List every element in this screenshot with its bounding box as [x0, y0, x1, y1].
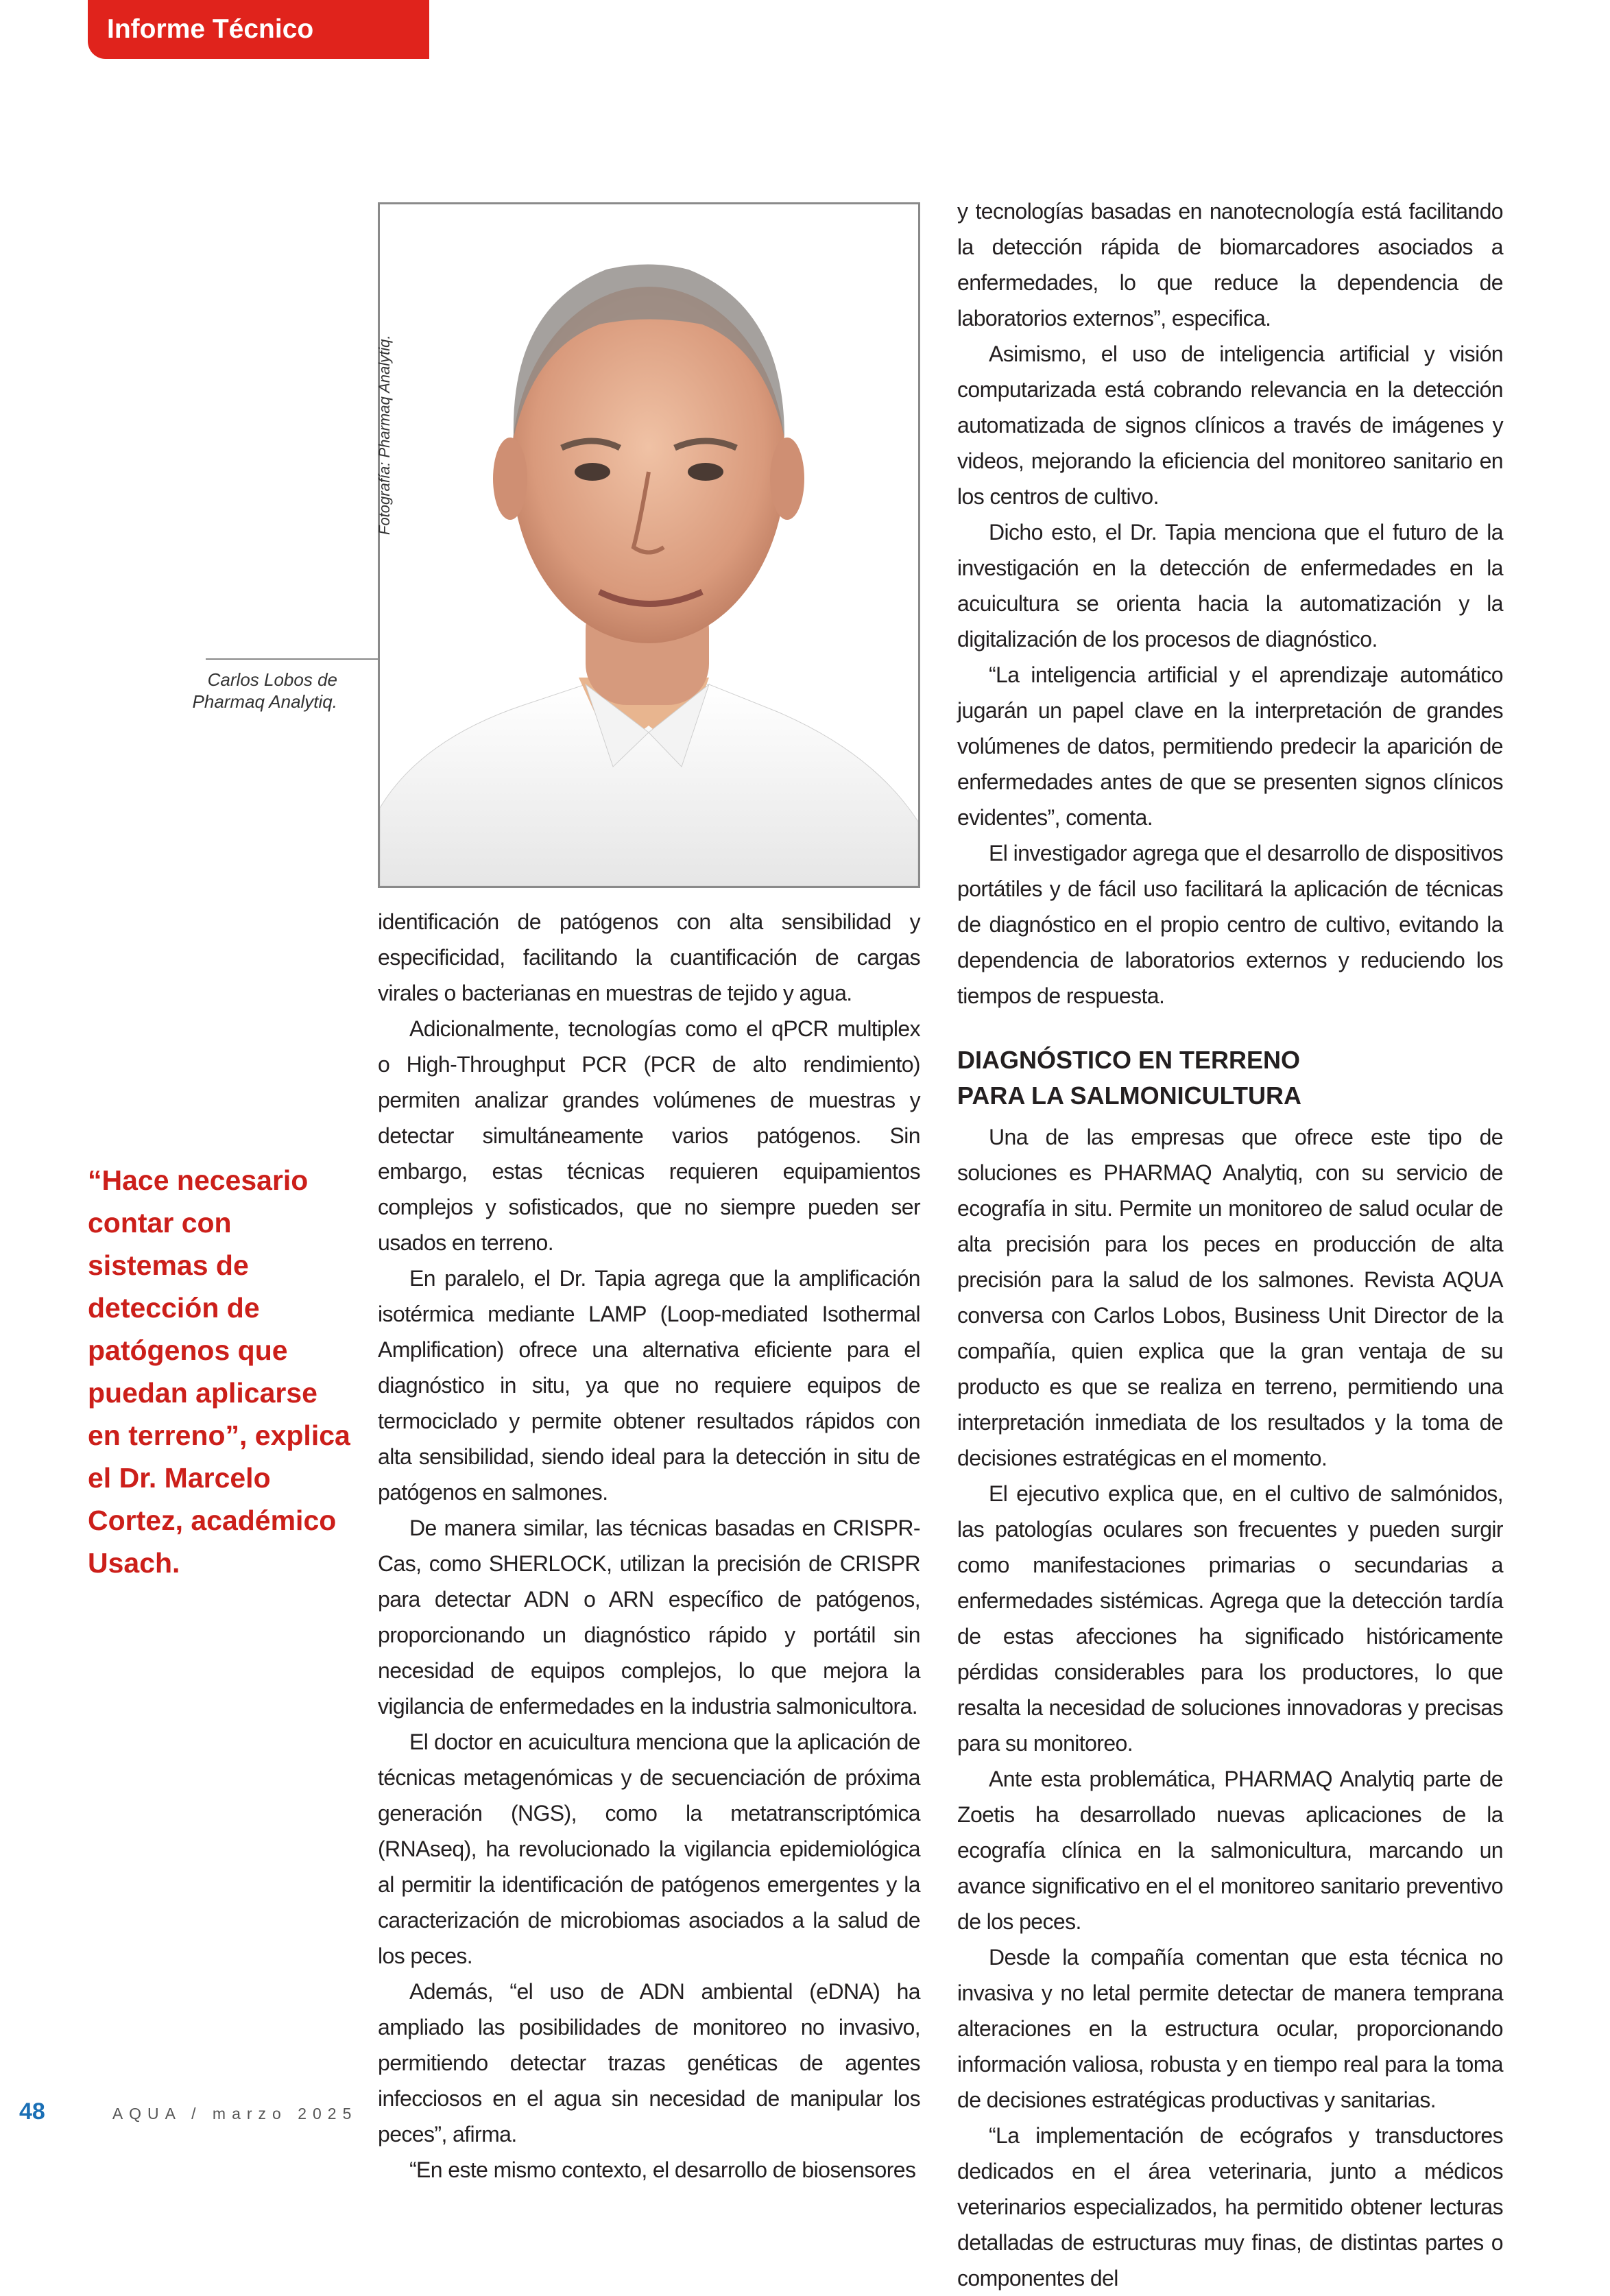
paragraph: El ejecutivo explica que, en el cultivo de salmónidos, las patologías oculares son frecuentes y pueden surgir como manifestaciones primarias o secundarias a enfermedades sistémicas. Agrega que la detección tardía de estas afecciones ha significado históricamente pérdidas considerables para los productores, lo que resalta la necesidad de soluciones innovadoras y precisas para su monitoreo.	[957, 1481, 1503, 1756]
paragraph: En paralelo, el Dr. Tapia agrega que la amplificación isotérmica mediante LAMP (Loop-mediated Isothermal Amplification) ofrece una alternativa eficiente para el diagnóstico in situ, ya que no requiere equipos de termociclado y permite obtener resultados rápidos con alta sensibilidad, siendo ideal para la detección in situ de patógenos en salmones.	[378, 1266, 920, 1505]
paragraph: Una de las empresas que ofrece este tipo de soluciones es PHARMAQ Analytiq, con su servicio de ecografía in situ. Permite un monitoreo de salud ocular de alta precisión para los peces en producción de alta precisión para la salud de los salmones. Revista AQUA conversa con Carlos Lobos, Business Unit Director de la compañía, quien explica que la gran ventaja de su producto es que se realiza en terreno, permitiendo una interpretación inmediata de los resultados y la toma de decisiones estratégicas en el momento.	[957, 1125, 1503, 1470]
paragraph: De manera similar, las técnicas basadas en CRISPR-Cas, como SHERLOCK, utilizan la precisión de CRISPR para detectar ADN o ARN específico de patógenos, proporcionando un diagnóstico rápido y portátil sin necesidad de equipos complejos, lo que mejora la vigilancia de enfermedades en la industria salmonicultora.	[378, 1516, 920, 1719]
page-number: 48	[19, 2098, 45, 2125]
pull-quote: “Hace necesario contar con sistemas de detección de patógenos que puedan aplicarse en terreno”, explica el Dr. Marcelo Cortez, académico Usach.	[88, 1164, 350, 1579]
paragraph: Adicionalmente, tecnologías como el qPCR multiplex o High-Throughput PCR (PCR de alto rendimiento) permiten analizar grandes volúmenes de muestras y detectar simultáneamente varios patógenos. Sin embargo, estas técnicas requieren equipamientos complejos y sofisticados, que no siempre pueden ser usados en terreno.	[378, 1016, 920, 1255]
caption-rule	[206, 658, 378, 660]
magazine-issue: AQUA / marzo 2025	[112, 2105, 358, 2122]
paragraph: El investigador agrega que el desarrollo de dispositivos portátiles y de fácil uso facilitará la aplicación de técnicas de diagnóstico en el propio centro de cultivo, evitando la dependencia de laboratorios externos y reduciendo los tiempos de respuesta.	[957, 841, 1503, 1008]
paragraph: Dicho esto, el Dr. Tapia menciona que el futuro de la investigación en la detección de enfermedades en la acuicultura se orienta hacia la automatización y la digitalización de los procesos de diagnóstico.	[957, 520, 1503, 651]
paragraph: “La inteligencia artificial y el aprendizaje automático jugarán un papel clave en la interpretación de grandes volúmenes de datos, permitiendo predecir la aparición de enfermedades antes de que se presenten signos clínicos evidentes”, comenta.	[957, 662, 1503, 830]
paragraph: Asimismo, el uso de inteligencia artificial y visión computarizada está cobrando relevancia en la detección automatizada de signos clínicos a través de imágenes y videos, mejorando la eficiencia del monitoreo sanitario en los centros de cultivo.	[957, 342, 1503, 509]
paragraph: “La implementación de ecógrafos y transductores dedicados en el área veterinaria, junto a médicos veterinarios especializados, ha permitido obtener lecturas detalladas de estructuras muy finas, de distintas partes o componentes del	[957, 2123, 1503, 2291]
photo-credit: Fotografía: Pharmaq Analytiq.	[376, 335, 393, 535]
body-column-right	[957, 193, 1503, 2296]
subheading-line-2: PARA LA SALMONICULTURA	[957, 1081, 1301, 1110]
photo-caption: Carlos Lobos de Pharmaq Analytiq.	[192, 669, 337, 712]
portrait-illustration	[380, 204, 918, 886]
paragraph: identificación de patógenos con alta sensibilidad y especificidad, facilitando la cuantificación de cargas virales o bacterianas en muestras de tejido y agua.	[378, 909, 920, 1005]
paragraph: Ante esta problemática, PHARMAQ Analytiq parte de Zoetis ha desarrollado nuevas aplicaciones de la ecografía clínica en la salmonicultura, marcando un avance significativo en el el monitoreo sanitario preventivo de los peces.	[957, 1767, 1503, 1934]
paragraph: Además, “el uso de ADN ambiental (eDNA) ha ampliado las posibilidades de monitoreo no invasivo, permitiendo detectar trazas genéticas de agentes infecciosos en el agua sin necesidad de manipular los peces”, afirma.	[378, 1979, 920, 2146]
section-label: Informe Técnico	[107, 14, 314, 44]
page-footer	[19, 2098, 357, 2125]
paragraph: y tecnologías basadas en nanotecnología está facilitando la detección rápida de biomarcadores asociados a enfermedades, lo que reduce la dependencia de laboratorios externos”, especifica.	[957, 199, 1503, 331]
paragraph: “En este mismo contexto, el desarrollo de biosensores	[409, 2157, 916, 2182]
section-tab	[88, 0, 429, 59]
body-column-middle	[378, 904, 920, 2188]
paragraph: El doctor en acuicultura menciona que la aplicación de técnicas metagenómicas y de secuenciación de próxima generación (NGS), como la metatranscriptómica (RNAseq), ha revolucionado la vigilancia epidemiológica al permitir la identificación de patógenos emergentes y la caracterización de microbiomas asociados a la salud de los peces.	[378, 1730, 920, 1968]
subheading-line-1: DIAGNÓSTICO EN TERRENO	[957, 1046, 1301, 1074]
paragraph: Desde la compañía comentan que esta técnica no invasiva y no letal permite detectar de manera temprana alteraciones en la estructura ocular, proporcionando información valiosa, robusta y en tiempo real para la toma de decisiones estratégicas productivas y sanitarias.	[957, 1945, 1503, 2112]
portrait-photo	[378, 202, 920, 888]
section-subheading	[957, 1042, 1503, 1114]
